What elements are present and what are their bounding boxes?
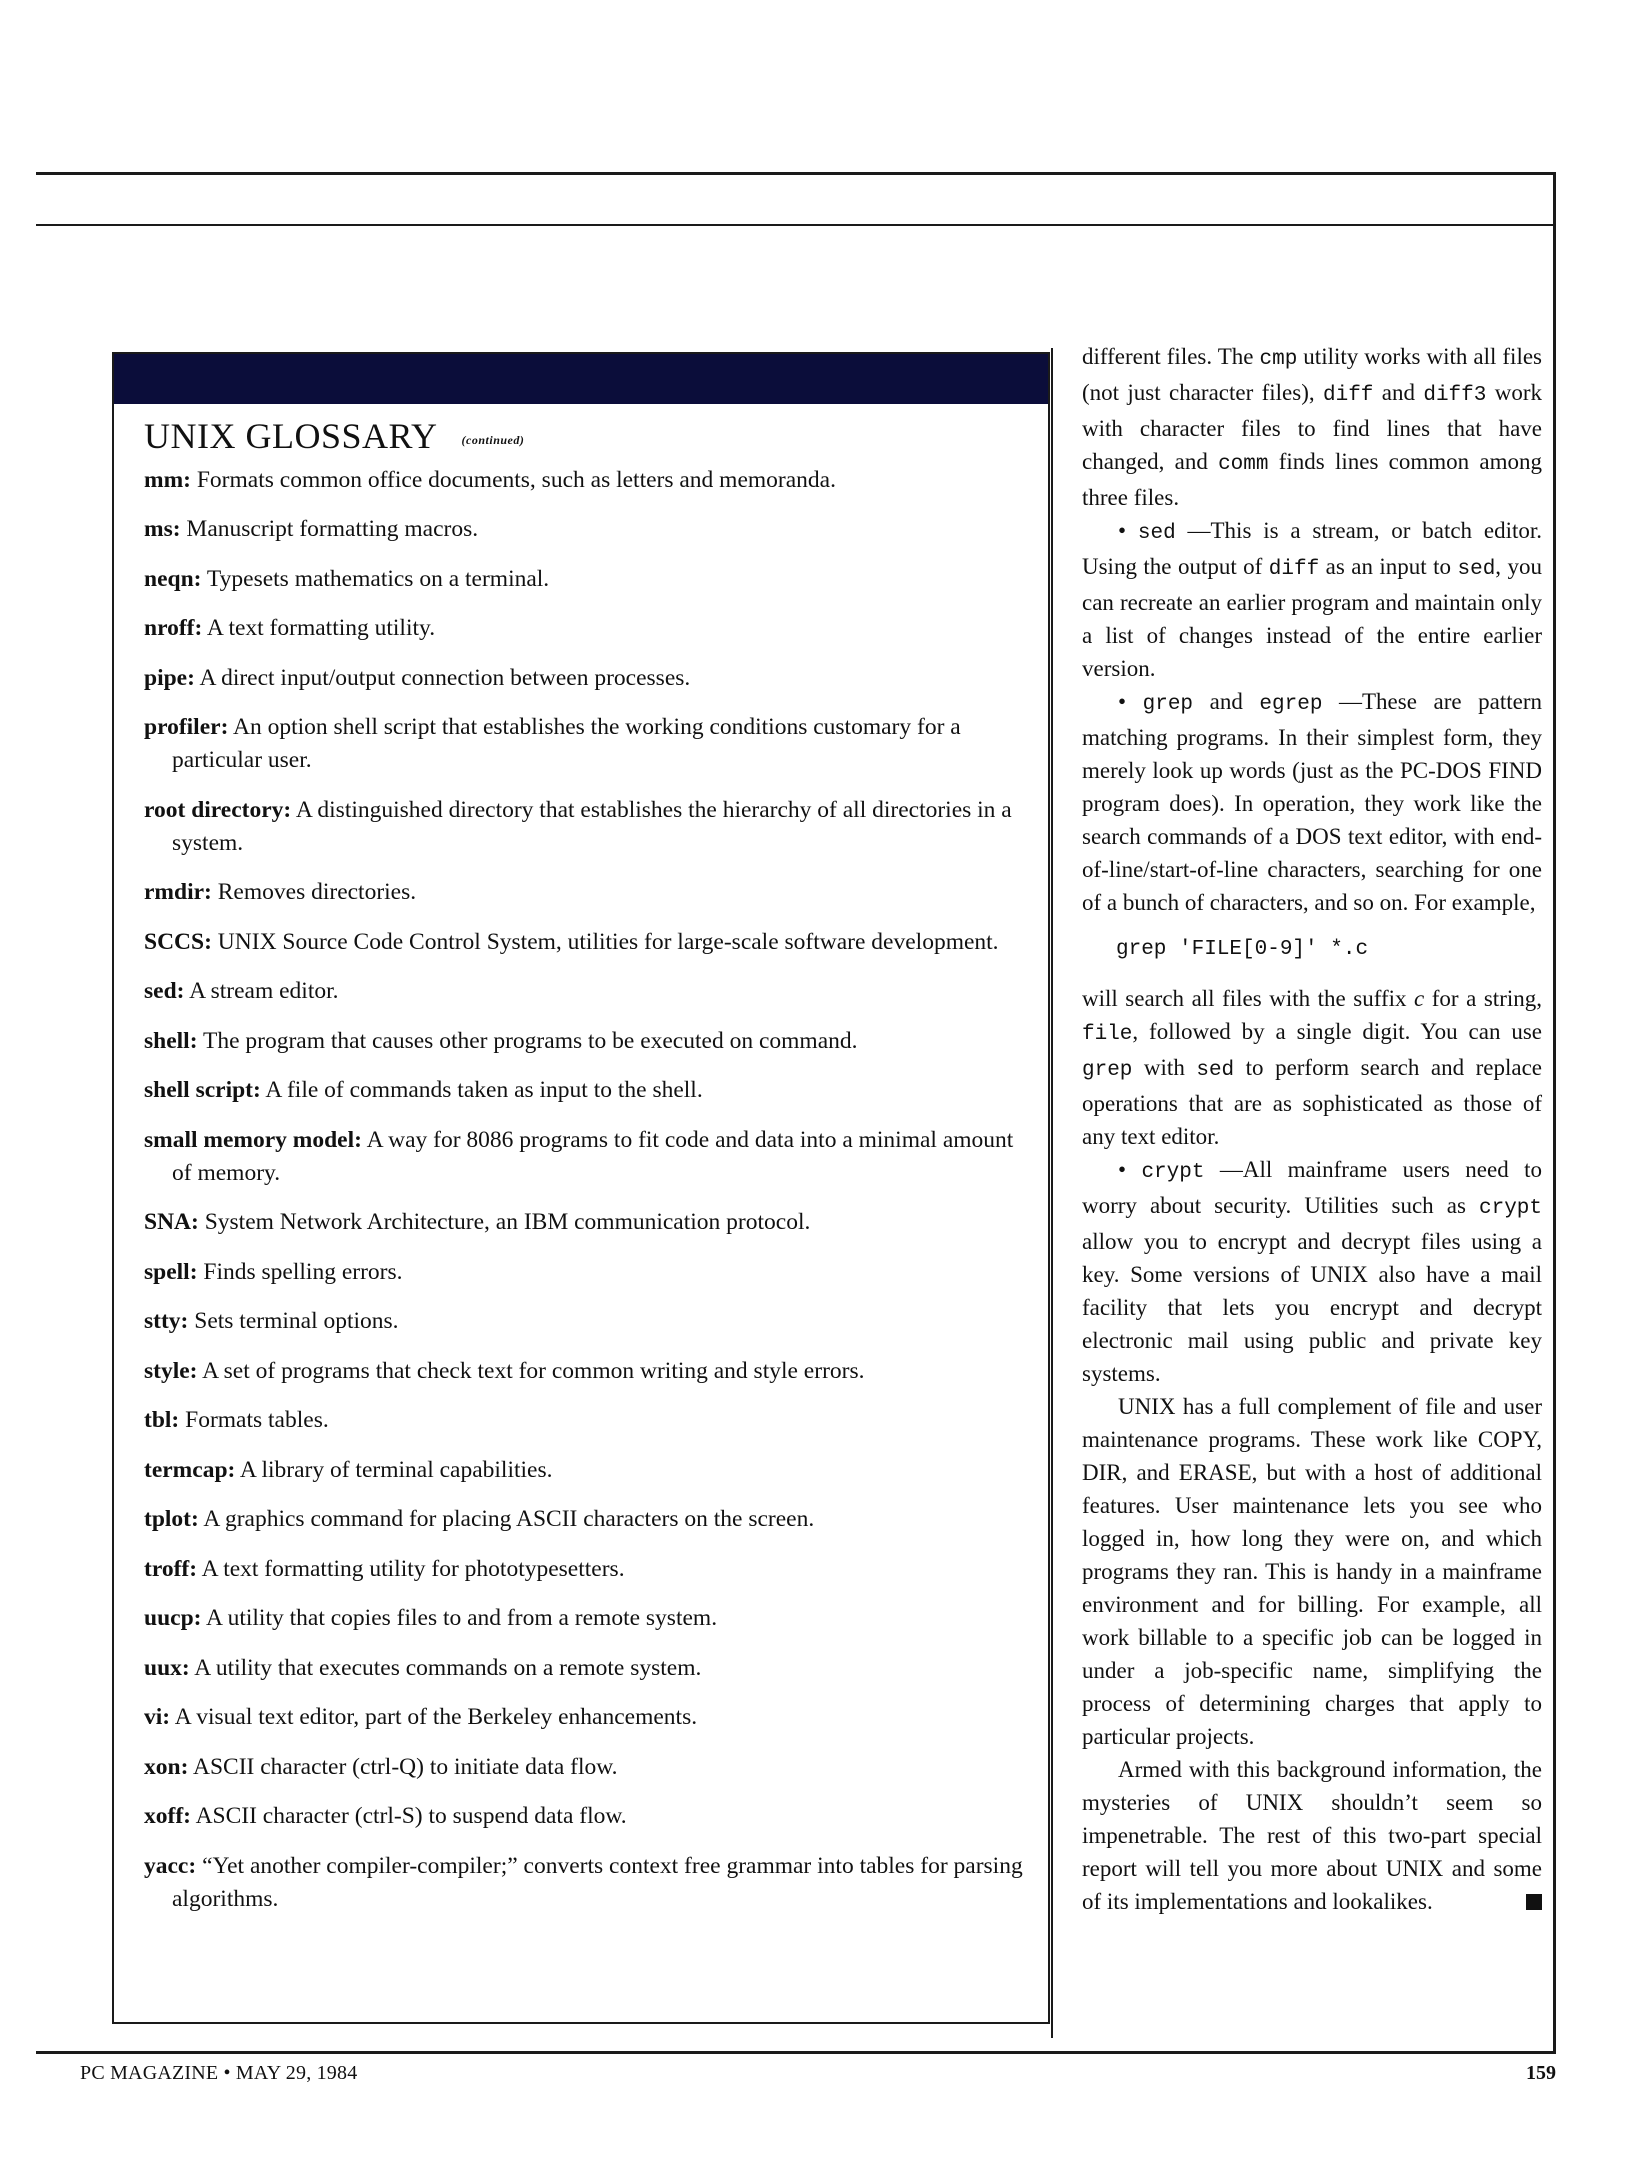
glossary-entry <box>144 662 1034 695</box>
glossary-entry <box>144 1025 1034 1058</box>
glossary-term: style: <box>144 1357 198 1384</box>
glossary-entry <box>144 1503 1034 1536</box>
bullet: • <box>1118 689 1143 714</box>
glossary-definition: ASCII character (ctrl-S) to suspend data flow. <box>190 1803 627 1830</box>
top-rule <box>36 172 1556 175</box>
glossary-entry <box>144 1124 1034 1190</box>
glossary-term: nroff: <box>144 615 203 642</box>
glossary-definition: A utility that copies files to and from a remote system. <box>201 1605 718 1632</box>
glossary-entry <box>144 1602 1034 1635</box>
glossary-definition: A set of programs that check text for common writing and style errors. <box>197 1357 865 1384</box>
glossary-definition: A distinguished directory that establishes the hierarchy of all directories in a system. <box>172 796 1012 856</box>
glossary-entry <box>144 1305 1034 1338</box>
article-paragraph <box>1082 982 1542 1153</box>
text-run: , you can recreate an earlier program and maintain only a list of changes instead of the entire earlier version. <box>1082 554 1542 681</box>
glossary-definition: Formats tables. <box>179 1407 329 1434</box>
column-divider <box>1051 348 1053 2038</box>
glossary-definition: A library of terminal capabilities. <box>235 1456 553 1483</box>
footer-publication: PC MAGAZINE • MAY 29, 1984 <box>80 2062 358 2084</box>
article-bullet-crypt <box>1082 1153 1542 1390</box>
glossary-definition: Sets terminal options. <box>188 1308 399 1335</box>
glossary-entry <box>144 612 1034 645</box>
glossary-entry <box>144 1850 1034 1916</box>
glossary-entry <box>144 1074 1034 1107</box>
text-run: —All mainframe users need to worry about security. Utilities such as <box>1082 1157 1542 1218</box>
glossary-entry <box>144 1454 1034 1487</box>
glossary-term: tbl: <box>144 1407 180 1434</box>
command-name: comm <box>1218 453 1269 476</box>
glossary-definition: Manuscript formatting macros. <box>180 516 479 543</box>
header-rule <box>36 224 1556 226</box>
text-run: different files. The <box>1082 344 1260 369</box>
glossary-term: xon: <box>144 1753 189 1780</box>
glossary-term: stty: <box>144 1308 189 1335</box>
glossary-term: pipe: <box>144 664 195 691</box>
glossary-entry <box>144 876 1034 909</box>
footer-rule <box>36 2051 1556 2054</box>
glossary-entry <box>144 1256 1034 1289</box>
command-name: diff3 <box>1423 384 1487 407</box>
glossary-entry <box>144 794 1034 860</box>
glossary-entry <box>144 975 1034 1008</box>
glossary-entry <box>144 513 1034 546</box>
right-frame-rule <box>1553 172 1556 2054</box>
glossary-term: root directory: <box>144 796 292 823</box>
text-run: to perform search and replace operations that are as sophisticated as those of any text editor. <box>1082 1055 1543 1149</box>
glossary-definition: ASCII character (ctrl-Q) to initiate data flow. <box>188 1753 618 1780</box>
article-paragraph: UNIX has a full complement of file and user maintenance programs. These work like COPY, DIR, and ERASE, but with a host of additional features. User maintenance lets you see who logged in, how long they were on, and which programs they ran. This is handy in a mainframe environment and for billing. For example, all work billable to a specific job can be logged in under a job-specific name, simplifying the process of determining charges that apply to particular projects. <box>1082 1394 1542 1749</box>
text-run: allow you to encrypt and decrypt files using a key. Some versions of UNIX also have a mail facility that lets you encrypt and decrypt electronic mail using public and private key systems. <box>1082 1229 1542 1386</box>
glossary-definition: The program that causes other programs to be executed on command. <box>197 1027 858 1054</box>
glossary-sidebar <box>112 352 1050 2024</box>
glossary-definition: “Yet another compiler-compiler;” converts context free grammar into tables for parsing algorithms. <box>172 1852 1023 1912</box>
glossary-term: xoff: <box>144 1803 191 1830</box>
glossary-definition: A graphics command for placing ASCII characters on the screen. <box>198 1506 815 1533</box>
text-run: and <box>1193 689 1260 714</box>
glossary-definition: UNIX Source Code Control System, utilities for large-scale software development. <box>211 928 999 955</box>
bullet: • <box>1118 518 1138 543</box>
text-run: as an input to <box>1319 554 1458 579</box>
text-run: —This is a stream, or batch editor. Using the output of <box>1082 518 1542 579</box>
glossary-definition: A file of commands taken as input to the shell. <box>260 1077 703 1104</box>
glossary-definition: A utility that executes commands on a remote system. <box>189 1654 702 1681</box>
glossary-term: yacc: <box>144 1852 197 1879</box>
glossary-entry <box>144 926 1034 959</box>
glossary-term: SNA: <box>144 1209 199 1236</box>
glossary-entry <box>144 1553 1034 1586</box>
article-bullet-grep <box>1082 685 1542 919</box>
glossary-term: sed: <box>144 978 185 1005</box>
glossary-header-band <box>114 354 1048 404</box>
end-mark-icon <box>1526 1894 1542 1910</box>
glossary-title-text: UNIX GLOSSARY <box>144 416 438 456</box>
text-run: for a string, <box>1424 986 1542 1011</box>
article-bullet-sed <box>1082 514 1542 685</box>
command-name: diff <box>1268 558 1320 581</box>
command-name: crypt <box>1478 1197 1542 1220</box>
glossary-term: SCCS: <box>144 928 212 955</box>
glossary-entry <box>144 1751 1034 1784</box>
glossary-entry <box>144 1404 1034 1437</box>
code-example: grep 'FILE[0-9]' *.c <box>1116 938 1369 961</box>
glossary-term: termcap: <box>144 1456 236 1483</box>
glossary-definition: Finds spelling errors. <box>197 1258 403 1285</box>
command-name: sed <box>1196 1059 1235 1082</box>
glossary-term: ms: <box>144 516 181 543</box>
glossary-entry <box>144 563 1034 596</box>
article-column <box>1082 340 1542 1918</box>
glossary-entry <box>144 1800 1034 1833</box>
text-run: work with character files to find lines that have changed, and <box>1082 380 1542 474</box>
glossary-entry <box>144 464 1034 497</box>
glossary-definition: Typesets mathematics on a terminal. <box>201 565 550 592</box>
command-name: grep <box>1082 1059 1133 1082</box>
article-paragraph <box>1082 340 1542 514</box>
glossary-definition: A text formatting utility. <box>202 615 436 642</box>
glossary-list <box>114 460 1048 1916</box>
glossary-term: mm: <box>144 466 191 493</box>
command-name: egrep <box>1259 693 1323 716</box>
glossary-term: shell script: <box>144 1077 261 1104</box>
glossary-term: small memory model: <box>144 1126 362 1153</box>
glossary-definition: Formats common office documents, such as letters and memoranda. <box>190 466 836 493</box>
glossary-term: profiler: <box>144 714 229 741</box>
command-name: file <box>1082 1023 1133 1046</box>
glossary-definition: An option shell script that establishes the working conditions customary for a particular user. <box>172 714 961 774</box>
text-run: finds lines common among three files. <box>1082 449 1542 510</box>
page-number: 159 <box>1526 2062 1556 2084</box>
text-run: , followed by a single digit. You can use <box>1132 1019 1542 1044</box>
text-run: —These are pattern matching programs. In their simplest form, they merely look up words (just as the PC-DOS FIND program does). In operation, they work like the search commands of a DOS text editor, with end-of-line/start-of-line characters, searching for one of a bunch of characters, and so on. For example, <box>1082 689 1542 915</box>
italic-suffix: c <box>1414 986 1425 1011</box>
glossary-definition: A way for 8086 programs to fit code and data into a minimal amount of memory. <box>172 1126 1014 1186</box>
glossary-definition: A stream editor. <box>184 978 339 1005</box>
glossary-term: neqn: <box>144 565 202 592</box>
command-name: diff <box>1322 384 1374 407</box>
command-name: grep <box>1142 693 1194 716</box>
article-closing-paragraph <box>1082 1753 1542 1918</box>
text-run: with <box>1132 1055 1197 1080</box>
glossary-definition: A text formatting utility for phototypesetters. <box>197 1555 625 1582</box>
command-name: sed <box>1137 522 1176 545</box>
glossary-term: uux: <box>144 1654 190 1681</box>
text-run: Armed with this background information, the mysteries of UNIX shouldn’t seem so impenetrable. The rest of this two-part special report will tell you more about UNIX and some of its implementations and lookalikes. <box>1082 1757 1542 1914</box>
glossary-term: rmdir: <box>144 879 212 906</box>
command-name: crypt <box>1141 1161 1205 1184</box>
text-run: will search all files with the suffix <box>1082 986 1415 1011</box>
glossary-entry <box>144 1701 1034 1734</box>
glossary-term: troff: <box>144 1555 198 1582</box>
glossary-entry <box>144 711 1034 777</box>
glossary-entry <box>144 1206 1034 1239</box>
glossary-definition: System Network Architecture, an IBM communication protocol. <box>198 1209 811 1236</box>
command-name: cmp <box>1259 348 1298 371</box>
glossary-entry <box>144 1355 1034 1388</box>
glossary-continued-label: (continued) <box>461 432 525 447</box>
glossary-title <box>114 404 1048 460</box>
glossary-term: spell: <box>144 1258 198 1285</box>
glossary-entry <box>144 1652 1034 1685</box>
glossary-term: tplot: <box>144 1506 199 1533</box>
glossary-term: shell: <box>144 1027 198 1054</box>
glossary-term: uucp: <box>144 1605 202 1632</box>
text-run: utility works with all files (not just character files), <box>1082 344 1542 405</box>
glossary-definition: A direct input/output connection between processes. <box>194 664 691 691</box>
command-name: sed <box>1457 558 1496 581</box>
glossary-term: vi: <box>144 1704 171 1731</box>
bullet: • <box>1118 1157 1142 1182</box>
text-run: and <box>1373 380 1424 405</box>
glossary-definition: A visual text editor, part of the Berkeley enhancements. <box>170 1704 698 1731</box>
glossary-definition: Removes directories. <box>211 879 417 906</box>
